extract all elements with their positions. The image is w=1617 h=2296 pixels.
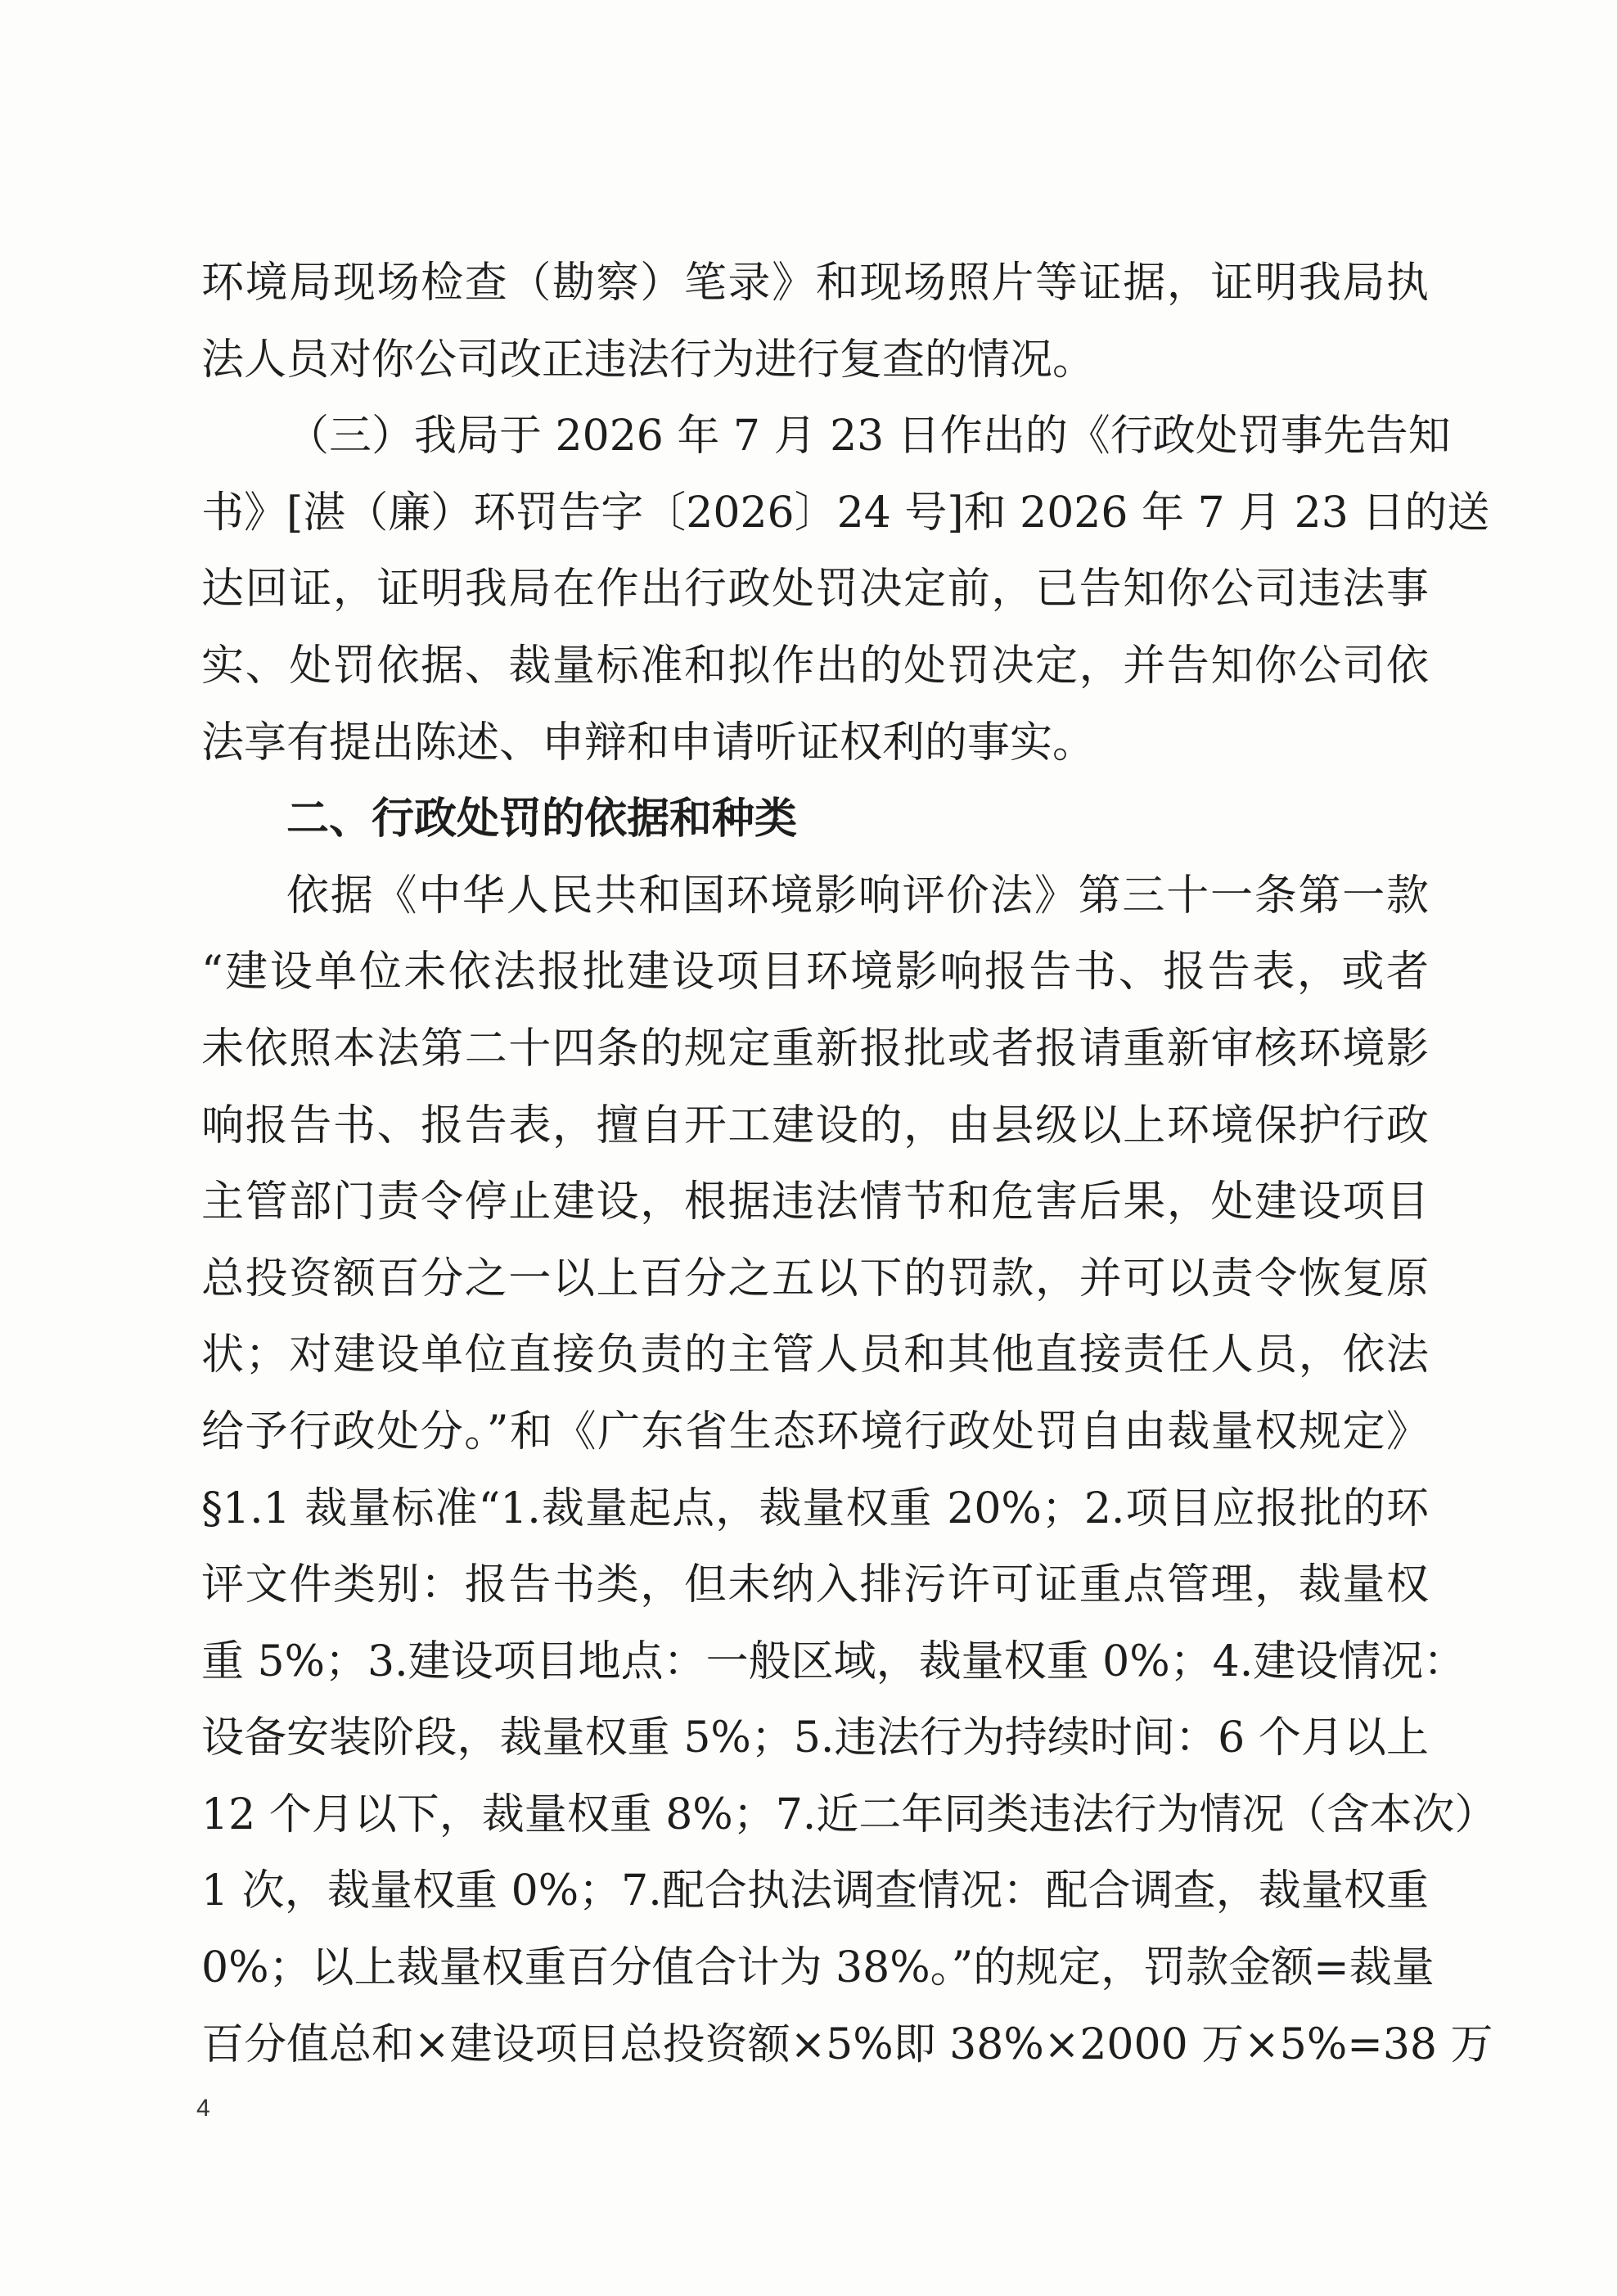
body-text <box>201 245 1498 2083</box>
text-line-6: 实、处罚依据、裁量标准和拟作出的处罚决定，并告知你公司依 <box>201 641 1429 691</box>
text-line-16: 给予行政处分。”和《广东省生态环境行政处罚自由裁量权规定》 <box>201 1407 1429 1456</box>
text-line-20: 设备安装阶段，裁量权重 5%；5.违法行为持续时间：6 个月以上 <box>201 1713 1429 1763</box>
text-line-19: 重 5%；3.建设项目地点：一般区域，裁量权重 0%；4.建设情况： <box>201 1636 1466 1686</box>
section-heading: 二、行政处罚的依据和种类 <box>286 795 798 844</box>
text-line-4: 书》[湛（廉）环罚告字〔2026〕24 号]和 2026 年 7 月 23 日的送 <box>201 488 1490 538</box>
text-line-9: 依据《中华人民共和国环境影响评价法》第三十一条第一款 <box>286 871 1429 921</box>
text-line-18: 评文件类别：报告书类，但未纳入排污许可证重点管理，裁量权 <box>201 1560 1429 1610</box>
text-line-13: 主管部门责令停止建设，根据违法情节和危害后果，处建设项目 <box>201 1177 1429 1227</box>
text-line-5: 达回证，证明我局在作出行政处罚决定前，已告知你公司违法事 <box>201 565 1429 615</box>
text-line-7: 法享有提出陈述、申辩和申请听证权利的事实。 <box>201 718 1096 768</box>
text-line-14: 总投资额百分之一以上百分之五以下的罚款，并可以责令恢复原 <box>201 1254 1429 1303</box>
text-line-23: 0%；以上裁量权重百分值合计为 38%。”的规定，罚款金额=裁量 <box>201 1943 1435 1993</box>
text-line-12: 响报告书、报告表，擅自开工建设的，由县级以上环境保护行政 <box>201 1101 1429 1150</box>
text-line-3: （三）我局于 2026 年 7 月 23 日作出的《行政处罚事先告知 <box>286 412 1451 461</box>
text-line-2: 法人员对你公司改正违法行为进行复查的情况。 <box>201 335 1096 385</box>
text-line-21: 12 个月以下，裁量权重 8%；7.近二年同类违法行为情况（含本次） <box>201 1790 1498 1839</box>
text-line-17: §1.1 裁量标准“1.裁量起点，裁量权重 20%；2.项目应报批的环 <box>201 1483 1429 1533</box>
text-line-11: 未依照本法第二十四条的规定重新报批或者报请重新审核环境影 <box>201 1024 1429 1074</box>
text-line-24: 百分值总和×建设项目总投资额×5%即 38%×2000 万×5%=38 万 <box>201 2019 1493 2069</box>
text-line-1: 环境局现场检查（勘察）笔录》和现场照片等证据，证明我局执 <box>201 259 1429 308</box>
text-line-10: “建设单位未依法报批建设项目环境影响报告书、报告表，或者 <box>201 948 1429 997</box>
page-number: 4 <box>196 2095 210 2122</box>
text-line-15: 状；对建设单位直接负责的主管人员和其他直接责任人员，依法 <box>201 1330 1429 1380</box>
text-line-22: 1 次，裁量权重 0%；7.配合执法调查情况：配合调查，裁量权重 <box>201 1866 1429 1916</box>
